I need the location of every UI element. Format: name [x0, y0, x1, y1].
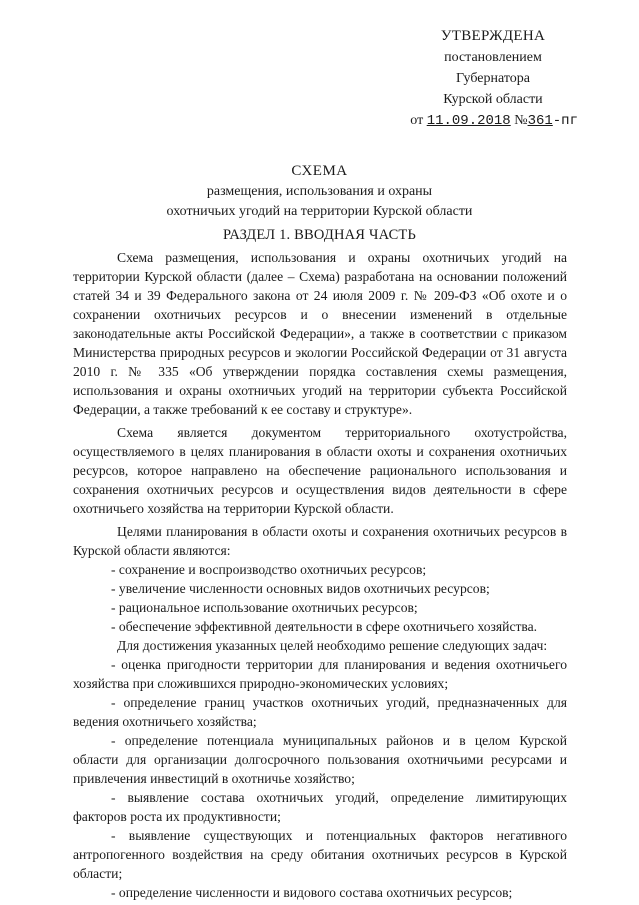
approval-line-decree: постановлением — [444, 50, 542, 65]
title-scheme: СХЕМА — [291, 163, 348, 179]
approval-number-suffix: -пг — [552, 113, 578, 129]
approval-number: 361 — [527, 113, 553, 129]
approval-line-governor: Губернатора — [455, 71, 531, 86]
goal-item: - увеличение численности основных видов охотничьих ресурсов; — [111, 581, 490, 596]
approval-stamp — [408, 26, 578, 132]
title-line-1: размещения, использования и охраны — [206, 184, 433, 199]
paragraph-goals-intro: Целями планирования в области охоты и сохранения охотничьих ресурсов в Курской области являются: — [73, 524, 567, 558]
section-title: РАЗДЕЛ 1. ВВОДНАЯ ЧАСТЬ — [222, 227, 417, 243]
document-body — [73, 248, 567, 902]
task-item: - определение численности и видового состава охотничьих ресурсов; — [111, 885, 513, 900]
goal-item: - обеспечение эффективной деятельности в сфере охотничьего хозяйства. — [111, 619, 538, 634]
paragraph-scheme-definition: Схема является документом территориального охотустройства, осуществляемого в целях планирования в области охоты и сохранения охотничьих ресурсов, которое направлено на обеспечение рационального использования и сохранения охотничьих ресурсов и осуществления видов деятельности в сфере охотничьего хозяйства на территории Курской области. — [73, 425, 567, 516]
approval-date: 11.09.2018 — [426, 113, 511, 129]
task-item: - выявление существующих и потенциальных факторов негативного антропогенного воздействия на среду обитания охотничьих ресурсов в Курской области; — [73, 828, 567, 881]
approval-line-region: Курской области — [443, 92, 543, 107]
goal-item: - сохранение и воспроизводство охотничьих ресурсов; — [111, 562, 427, 577]
goal-item: - рациональное использование охотничьих ресурсов; — [111, 600, 418, 615]
document-title — [0, 161, 639, 222]
approval-heading: УТВЕРЖДЕНА — [440, 28, 546, 44]
number-sign: № — [514, 113, 528, 128]
task-item: - определение потенциала муниципальных районов и в целом Курской области для организации долгосрочного пользования охотничьими ресурсами и привлечения инвестиций в охотничье хозяйство; — [73, 733, 567, 786]
title-line-2: охотничьих угодий на территории Курской области — [166, 204, 473, 219]
task-item: - оценка пригодности территории для планирования и ведения охотничьего хозяйства при сложившихся природно-экономических условиях; — [73, 657, 567, 691]
task-item: - определение границ участков охотничьих угодий, предназначенных для ведения охотничьего хозяйства; — [73, 695, 567, 729]
paragraph-tasks-intro: Для достижения указанных целей необходимо решение следующих задач: — [117, 638, 548, 653]
task-item: - выявление состава охотничьих угодий, определение лимитирующих факторов роста их продуктивности; — [73, 790, 567, 824]
approval-date-line — [408, 110, 578, 132]
date-prefix: от — [410, 113, 424, 128]
paragraph-intro: Схема размещения, использования и охраны охотничьих угодий на территории Курской области (далее – Схема) разработана на основании положений статей 34 и 39 Федерального закона от 24 июля 2009 г. № 209-ФЗ «Об охоте и о сохранении охотничьих ресурсов и о внесении изменений в отдельные законодательные акты Российской Федерации», а также в соответствии с приказом Министерства природных ресурсов и экологии Российской Федерации от 31 августа 2010 г. № 335 «Об утверждении порядка составления схемы размещения, использования и охраны охотничьих угодий на территории субъекта Российской Федерации, а также требований к ее составу и структуре». — [73, 250, 567, 417]
